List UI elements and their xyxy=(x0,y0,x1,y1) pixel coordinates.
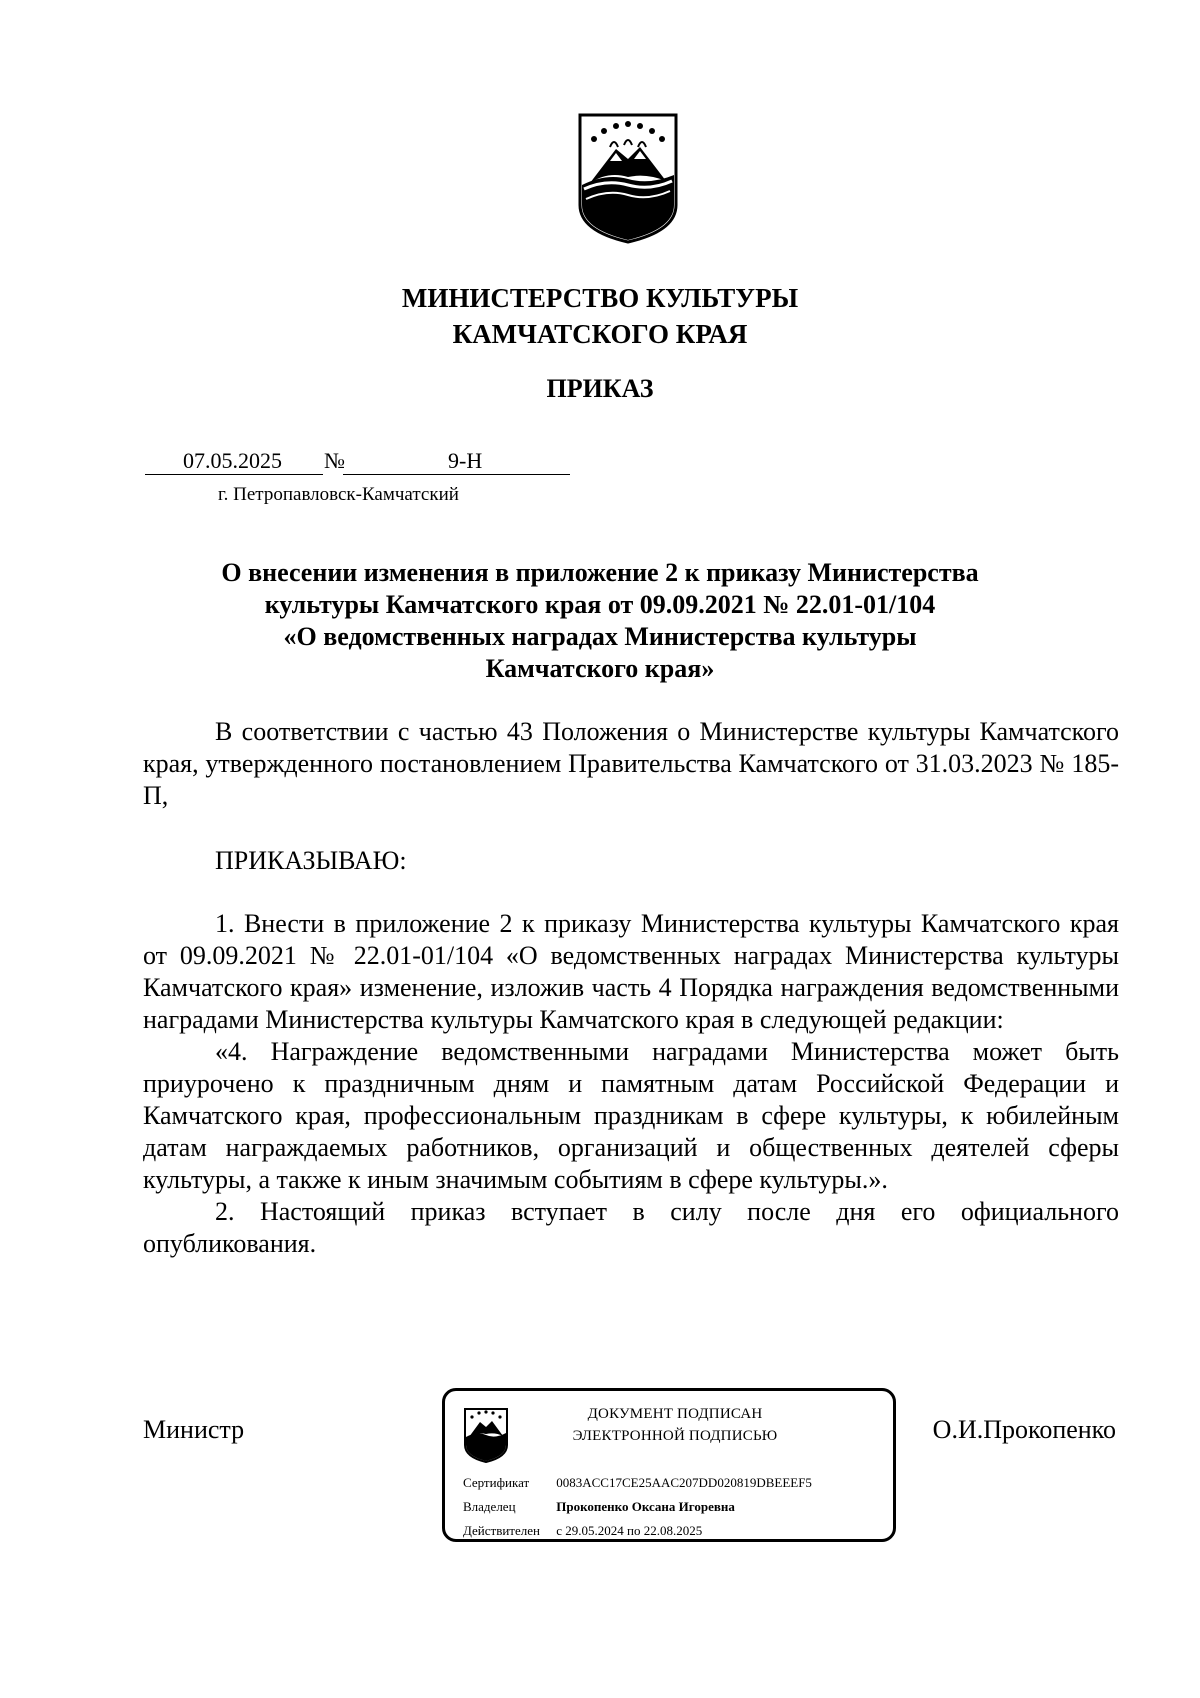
registration-line xyxy=(145,448,570,476)
stamp-heading-line-2: ЭЛЕКТРОННОЙ ПОДПИСЬЮ xyxy=(572,1428,778,1444)
validity-label: Действителен xyxy=(463,1523,540,1538)
stamp-owner-row xyxy=(463,1499,735,1515)
order-word-block xyxy=(143,845,1119,877)
owner-label: Владелец xyxy=(463,1499,516,1514)
certificate-label: Сертификат xyxy=(463,1475,530,1490)
signer-name: О.И.Прокопенко xyxy=(932,1415,1116,1444)
order-word: ПРИКАЗЫВАЮ: xyxy=(215,846,407,875)
stamp-heading-line-1: ДОКУМЕНТ ПОДПИСАН xyxy=(587,1406,763,1422)
stamp-heading xyxy=(525,1403,825,1447)
order-items xyxy=(143,908,1119,1260)
document-number: 9-Н xyxy=(448,448,483,473)
order-item-1-quote: «4. Награждение ведомственными наградами Министерства может быть приурочено к праздничным дням и памятным датам Российской Федерации и Камчатского края, профессиональным праздникам в сфере культуры, к юбилейным датам награждаемых работников, организаций и общественных деятелей сферы культуры, а также к иным значимым событиям в сфере культуры.». xyxy=(143,1037,1119,1194)
document-type-title: ПРИКАЗ xyxy=(546,374,654,403)
subject-line-1: О внесении изменения в приложение 2 к приказу Министерства xyxy=(221,558,979,587)
subject-line-3: «О ведомственных наградах Министерства культуры xyxy=(283,622,917,651)
signer-title: Министр xyxy=(143,1415,245,1444)
order-item-1: 1. Внести в приложение 2 к приказу Министерства культуры Камчатского края от 09.09.2021 № 22.01-01/104 «О ведомственных наградах Министерства культуры Камчатского края» изменение, изложив часть 4 Порядка награждения ведомственными наградами Министерства культуры Камчатского края в следующей редакции: xyxy=(143,909,1119,1034)
electronic-signature-stamp xyxy=(442,1388,896,1542)
order-item-2: 2. Настоящий приказ вступает в силу после дня его официального опубликования. xyxy=(143,1197,1119,1258)
preamble-block xyxy=(143,716,1119,812)
kamchatka-coat-of-arms-icon xyxy=(576,113,680,244)
stamp-validity-row xyxy=(463,1523,702,1539)
subject-line-4: Камчатского края» xyxy=(485,654,715,683)
stamp-certificate-row xyxy=(463,1475,812,1491)
kamchatka-coat-of-arms-small-icon xyxy=(463,1407,509,1463)
certificate-value: 0083ACC17CE25AAC207DD020819DBEEEF5 xyxy=(556,1475,812,1490)
ministry-name xyxy=(0,280,1200,352)
date-underline xyxy=(145,474,323,475)
number-sign: № xyxy=(324,448,345,473)
validity-value: с 29.05.2024 по 22.08.2025 xyxy=(556,1523,703,1538)
subject-line-2: культуры Камчатского края от 09.09.2021 № 22.01-01/104 xyxy=(264,590,936,619)
ministry-line-1: МИНИСТЕРСТВО КУЛЬТУРЫ xyxy=(401,283,799,313)
issue-city: г. Петропавловск-Камчатский xyxy=(218,484,459,505)
ministry-line-2: КАМЧАТСКОГО КРАЯ xyxy=(452,319,748,349)
number-underline xyxy=(343,474,570,475)
preamble-paragraph: В соответствии с частью 43 Положения о Министерстве культуры Камчатского края, утвержденного постановлением Правительства Камчатского от 31.03.2023 № 185-П, xyxy=(143,717,1119,810)
owner-value: Прокопенко Оксана Игоревна xyxy=(556,1499,735,1514)
document-subject xyxy=(130,557,1070,685)
document-date: 07.05.2025 xyxy=(183,448,282,473)
